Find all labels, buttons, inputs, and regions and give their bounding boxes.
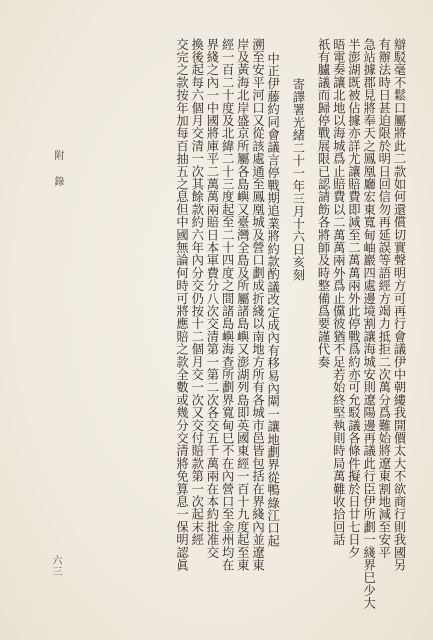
text-column: 祇有臚議而歸停戰展限已認請飭各將師及時整備爲要謹代奏 (316, 38, 331, 369)
page-number: 六三 (50, 555, 61, 577)
body-text (173, 38, 406, 613)
running-head: 附 錄 (52, 150, 63, 189)
text-column: 界綫之內一中國將庫平二萬萬兩賠日本軍費分八次交清第一第二次各交五千萬兩在本約批准交 (204, 38, 219, 559)
text-column: 交完之款按年加每百抽五之息但中國無論何時可將應賠之款全數或幾分交清將免算息一保明認眞 (174, 38, 189, 572)
text-column: 有辦法時日甚迫限於明日回信勿再延誤等語經方竭力抵拒二次萬分爲難始將遼東割地減至安平 (376, 38, 391, 559)
text-column: 中正伊藤約同會議言停戰期追業將約款酌議改定成內有移易內閘一讓地劃界從鴨綠江口起 (265, 52, 280, 548)
text-column: 岸及黃海北岸盛京所屬各島嶼又臺灣全島及所屬諸島嶼又澎湖列島即英國東經一百十九度起至東 (235, 38, 250, 572)
text-column: 晤電奏讓北地以海城爲止賠費以二萬萬兩外爲止儻彼猶不足若始終堅執則時局萬難收拾回話 (331, 38, 346, 546)
text-column: 換後起每六個月交清一次其餘款約六年內分交仍按十二個月交一次又交付賠款第一次起末經 (189, 38, 204, 546)
text-column: 經一百二十度及北緯二十三度起至二十四度之間諸島嶼海查所劃界寬甸巳不在內營口至金州均在 (220, 38, 235, 572)
column-gap (305, 38, 315, 613)
text-column: 急站據郡見將奉天之鳳凰廳宏東寬甸岫巖四處邊境割讓海城安則遼陽邊再議此行臣伊所劃一綫界巳少大 (361, 38, 376, 610)
section-heading: 寄譯署光緒二十一年三月十六日亥刻 (290, 78, 305, 282)
text-column: 溯至安平河口又從該處通至鳳凰城及營口劃成折綫以南地方所有各城市邑皆包括在界綫內並遼東 (250, 38, 265, 572)
text-column: 半澎湖既被佔據亦詳尤讓賠費即減至二萬萬兩外此停戰爲約亦可允駁議各條件擬於日廿七日夕 (346, 38, 361, 559)
text-column: 辯駁毫不鬆口屬將此二款如何還償切實聲明方可再行會議伊中朝縷我開價太大不欲商行則我國另 (392, 38, 406, 572)
column-gap (280, 38, 290, 613)
